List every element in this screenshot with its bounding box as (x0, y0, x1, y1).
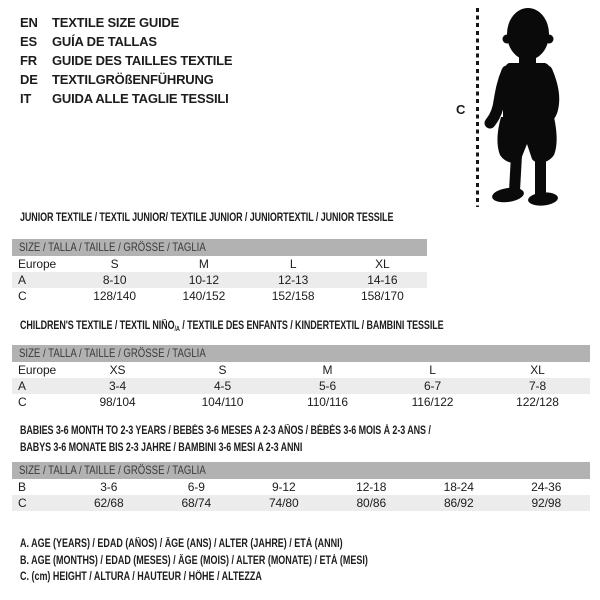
table-row-age (12, 272, 427, 288)
title-subscript: /A (174, 324, 180, 333)
cell: 12-13 (278, 273, 309, 287)
babies-table-title (20, 423, 547, 457)
legend-line-b (20, 553, 466, 570)
language-row-en (20, 13, 232, 32)
table-row-height (12, 288, 427, 304)
size-header-text: SIZE / TALLA / TAILLE / GRÖSSE / TAGLIA (19, 463, 206, 477)
row-label: C (18, 496, 27, 510)
cell: 14-16 (367, 273, 398, 287)
babies-size-table (12, 462, 590, 511)
cell: 122/128 (516, 395, 559, 409)
cell: 152/158 (271, 289, 315, 303)
cell: 5-6 (318, 379, 337, 393)
row-label: C (18, 395, 27, 409)
babies-title-line2: BABYS 3-6 MONATE BIS 2-3 JAHRE / BAMBINI 3-6 MESI A 2-3 ANNI (20, 442, 303, 454)
height-measure-dotted-line (476, 8, 479, 207)
children-table-title (20, 320, 563, 333)
children-table-title-text (20, 320, 444, 333)
language-code: FR (20, 53, 37, 68)
junior-table-title-text: JUNIOR TEXTILE / TEXTIL JUNIOR/ TEXTILE JUNIOR / JUNIORTEXTIL / JUNIOR TESSILE (20, 212, 394, 224)
babies-title-line1: BABIES 3-6 MONTH TO 2-3 YEARS / BEBÉS 3-6 MESES A 2-3 AÑOS / BÉBÉS 3-6 MOIS À 2-3 ANS / (20, 425, 431, 437)
legend-line-c (20, 569, 466, 586)
cell: 7-8 (528, 379, 547, 393)
cell: 6-7 (423, 379, 442, 393)
cell: 110/116 (307, 395, 348, 409)
table-row-age-months (12, 479, 590, 495)
cell: S (218, 363, 227, 377)
size-header-text: SIZE / TALLA / TAILLE / GRÖSSE / TAGLIA (19, 240, 206, 254)
cell: 86/92 (443, 496, 474, 510)
cell: 8-10 (102, 273, 127, 287)
cell: 62/68 (93, 496, 124, 510)
cell: L (289, 257, 297, 271)
cell: 18-24 (443, 480, 474, 494)
language-code: DE (20, 72, 38, 87)
cell: 3-4 (108, 379, 127, 393)
cell: 24-36 (531, 480, 562, 494)
language-row-de (20, 70, 232, 89)
legend-text: C. (cm) HEIGHT / ALTURA / HAUTEUR / HÖHE / ALTEZZA (20, 571, 262, 583)
language-title: TEXTILE SIZE GUIDE (52, 15, 180, 30)
cell: 98/104 (99, 395, 136, 409)
language-row-es (20, 32, 232, 51)
cell: 80/86 (356, 496, 387, 510)
language-title: TEXTILGRÖßENFÜHRUNG (52, 72, 214, 87)
row-label: A (18, 273, 26, 287)
cell: 92/98 (531, 496, 562, 510)
cell: 74/80 (268, 496, 299, 510)
table-row-height (12, 495, 590, 511)
cell: 6-9 (187, 480, 205, 494)
language-list (20, 13, 232, 108)
cell: S (110, 257, 119, 271)
height-measure-label: C (456, 102, 466, 117)
language-row-fr (20, 51, 232, 70)
cell: M (198, 257, 209, 271)
junior-table-title (20, 212, 499, 224)
cell: 158/170 (361, 289, 404, 303)
table-row-europe (12, 256, 427, 272)
size-header-bar (12, 239, 427, 256)
measurement-legend (20, 536, 466, 586)
row-label: B (18, 480, 26, 494)
legend-line-a (20, 536, 466, 553)
cell: XL (530, 363, 545, 377)
size-header-bar (12, 462, 590, 479)
cell: 3-6 (100, 480, 118, 494)
cell: M (322, 363, 333, 377)
table-row-europe (12, 362, 590, 378)
cell: 104/110 (201, 395, 244, 409)
cell: 12-18 (356, 480, 387, 494)
title-part: CHILDREN'S TEXTILE / TEXTIL NIÑO (20, 320, 175, 332)
cell: 68/74 (181, 496, 212, 510)
legend-text: B. AGE (MONTHS) / EDAD (MESES) / ÂGE (MOIS) / ALTER (MONATE) / ETÀ (MESI) (20, 554, 368, 567)
junior-size-table (12, 239, 427, 304)
toddler-silhouette-icon (483, 6, 573, 208)
cell: 116/122 (411, 395, 454, 409)
size-header-text: SIZE / TALLA / TAILLE / GRÖSSE / TAGLIA (19, 346, 206, 360)
row-label: A (18, 379, 26, 393)
cell: L (429, 363, 436, 377)
language-code: ES (20, 34, 37, 49)
children-size-table (12, 345, 590, 410)
table-row-age (12, 378, 590, 394)
language-code: EN (20, 15, 38, 30)
size-header-bar (12, 345, 590, 362)
babies-title-line1-wrap (20, 423, 547, 440)
title-part: / TEXTILE DES ENFANTS / KINDERTEXTIL / BAMBINI TESSILE (179, 320, 444, 332)
language-title: GUIDE DES TAILLES TEXTILE (52, 53, 233, 68)
cell: 9-12 (271, 480, 296, 494)
row-label: C (18, 289, 27, 303)
language-title: GUIDA ALLE TAGLIE TESSILI (52, 91, 229, 106)
language-row-it (20, 89, 232, 108)
cell: XS (109, 363, 126, 377)
cell: 4-5 (213, 379, 232, 393)
table-row-height (12, 394, 590, 410)
language-code: IT (20, 91, 32, 106)
cell: XL (375, 257, 390, 271)
row-label: Europe (18, 257, 57, 271)
language-title: GUÍA DE TALLAS (52, 34, 157, 49)
babies-title-line2-wrap (20, 440, 547, 457)
cell: 10-12 (188, 273, 219, 287)
cell: 128/140 (93, 289, 136, 303)
legend-text: A. AGE (YEARS) / EDAD (AÑOS) / ÂGE (ANS) / ALTER (JAHRE) / ETÀ (ANNI) (20, 538, 343, 550)
cell: 140/152 (182, 289, 226, 303)
row-label: Europe (18, 363, 57, 377)
